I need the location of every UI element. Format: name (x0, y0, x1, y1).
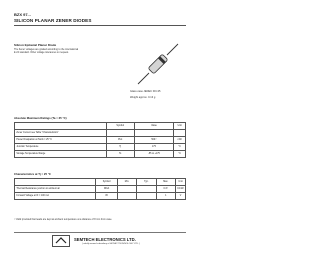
table-cell (117, 186, 136, 193)
table-row (15, 193, 186, 200)
table-cell (117, 193, 136, 200)
table-cell (174, 130, 186, 137)
footer-divider (14, 232, 186, 233)
table-cell: Power Dissipation at Tamb = 25 °C (15, 137, 107, 144)
table-cell: °C (174, 144, 186, 151)
table-cell: Ts (106, 151, 134, 158)
abs-max-table (14, 122, 186, 158)
table-cell: 500¹⁾ (134, 137, 174, 144)
table-cell: 0.3¹⁾ (156, 186, 175, 193)
header-cell (15, 179, 96, 186)
header-cell: Symbol (96, 179, 117, 186)
package-weight: Weight approx. 0.13 g (130, 96, 156, 99)
table-cell: Thermal Resistance junction to ambient air (15, 186, 96, 193)
table-row (15, 130, 186, 137)
header-cell: Typ. (137, 179, 156, 186)
table-cell: 1 (156, 193, 175, 200)
header-cell: Unit (174, 123, 186, 130)
table-cell: Junction Temperature (15, 144, 107, 151)
header-cell (15, 123, 107, 130)
table-cell (137, 186, 156, 193)
table-cell: VF (96, 193, 117, 200)
diode-package-drawing (136, 42, 180, 86)
page-title: SILICON PLANAR ZENER DIODES (14, 18, 92, 23)
table-cell: Zener Current see Table "Characteristics" (15, 130, 107, 137)
table-cell: Storage Temperature Range (15, 151, 107, 158)
table-row (15, 137, 186, 144)
table-cell: -55 to +175 (134, 151, 174, 158)
table-cell: RthA (96, 186, 117, 193)
table-cell: Ptot (106, 137, 134, 144)
table-cell: V (175, 193, 185, 200)
table-row (15, 186, 186, 193)
table-header-row (15, 123, 186, 130)
company-subtitle: ( wholly owned subsidiary of HONEY TECHNOLOGY LTD. ) (82, 243, 141, 245)
table-cell (134, 130, 174, 137)
company-name: SEMTECH ELECTRONICS LTD. (74, 237, 136, 242)
table-cell (106, 130, 134, 137)
header-cell: Value (134, 123, 174, 130)
table-row (15, 144, 186, 151)
characteristics-title: Characteristics at Tj = 25 °C (14, 172, 51, 176)
header-cell: Unit (175, 179, 185, 186)
table-cell (137, 193, 156, 200)
header-cell: Max. (156, 179, 175, 186)
table-cell: K/mW (175, 186, 185, 193)
package-case: Glass case JEDEC DO-35 (130, 90, 161, 93)
feature-title: Silicon Epitaxial Planar Diode (14, 43, 57, 47)
table-cell: Forward Voltage at IF = 100 mA (15, 193, 96, 200)
description-line: The Zener voltages are graded according to the international (14, 47, 79, 51)
title-divider (14, 25, 186, 26)
feature-description (14, 48, 104, 54)
description-line: E 24 standard. Other voltage tolerances on request. (14, 50, 69, 54)
table-cell: mW (174, 137, 186, 144)
header-cell: Symbol (106, 123, 134, 130)
company-logo (52, 235, 70, 247)
characteristics-table (14, 178, 186, 200)
header-cell: Min. (117, 179, 136, 186)
footnote: ¹⁾ Valid provided that leads are kept at ambient temperature at a distance of 8 mm from case. (14, 218, 113, 221)
table-cell: Tj (106, 144, 134, 151)
table-header-row (15, 179, 186, 186)
part-series: BZX 97... (14, 12, 31, 17)
table-cell: °C (174, 151, 186, 158)
table-cell: 175 (134, 144, 174, 151)
table-row (15, 151, 186, 158)
abs-max-title: Absolute Maximum Ratings (Ta = 25 °C) (14, 116, 67, 120)
